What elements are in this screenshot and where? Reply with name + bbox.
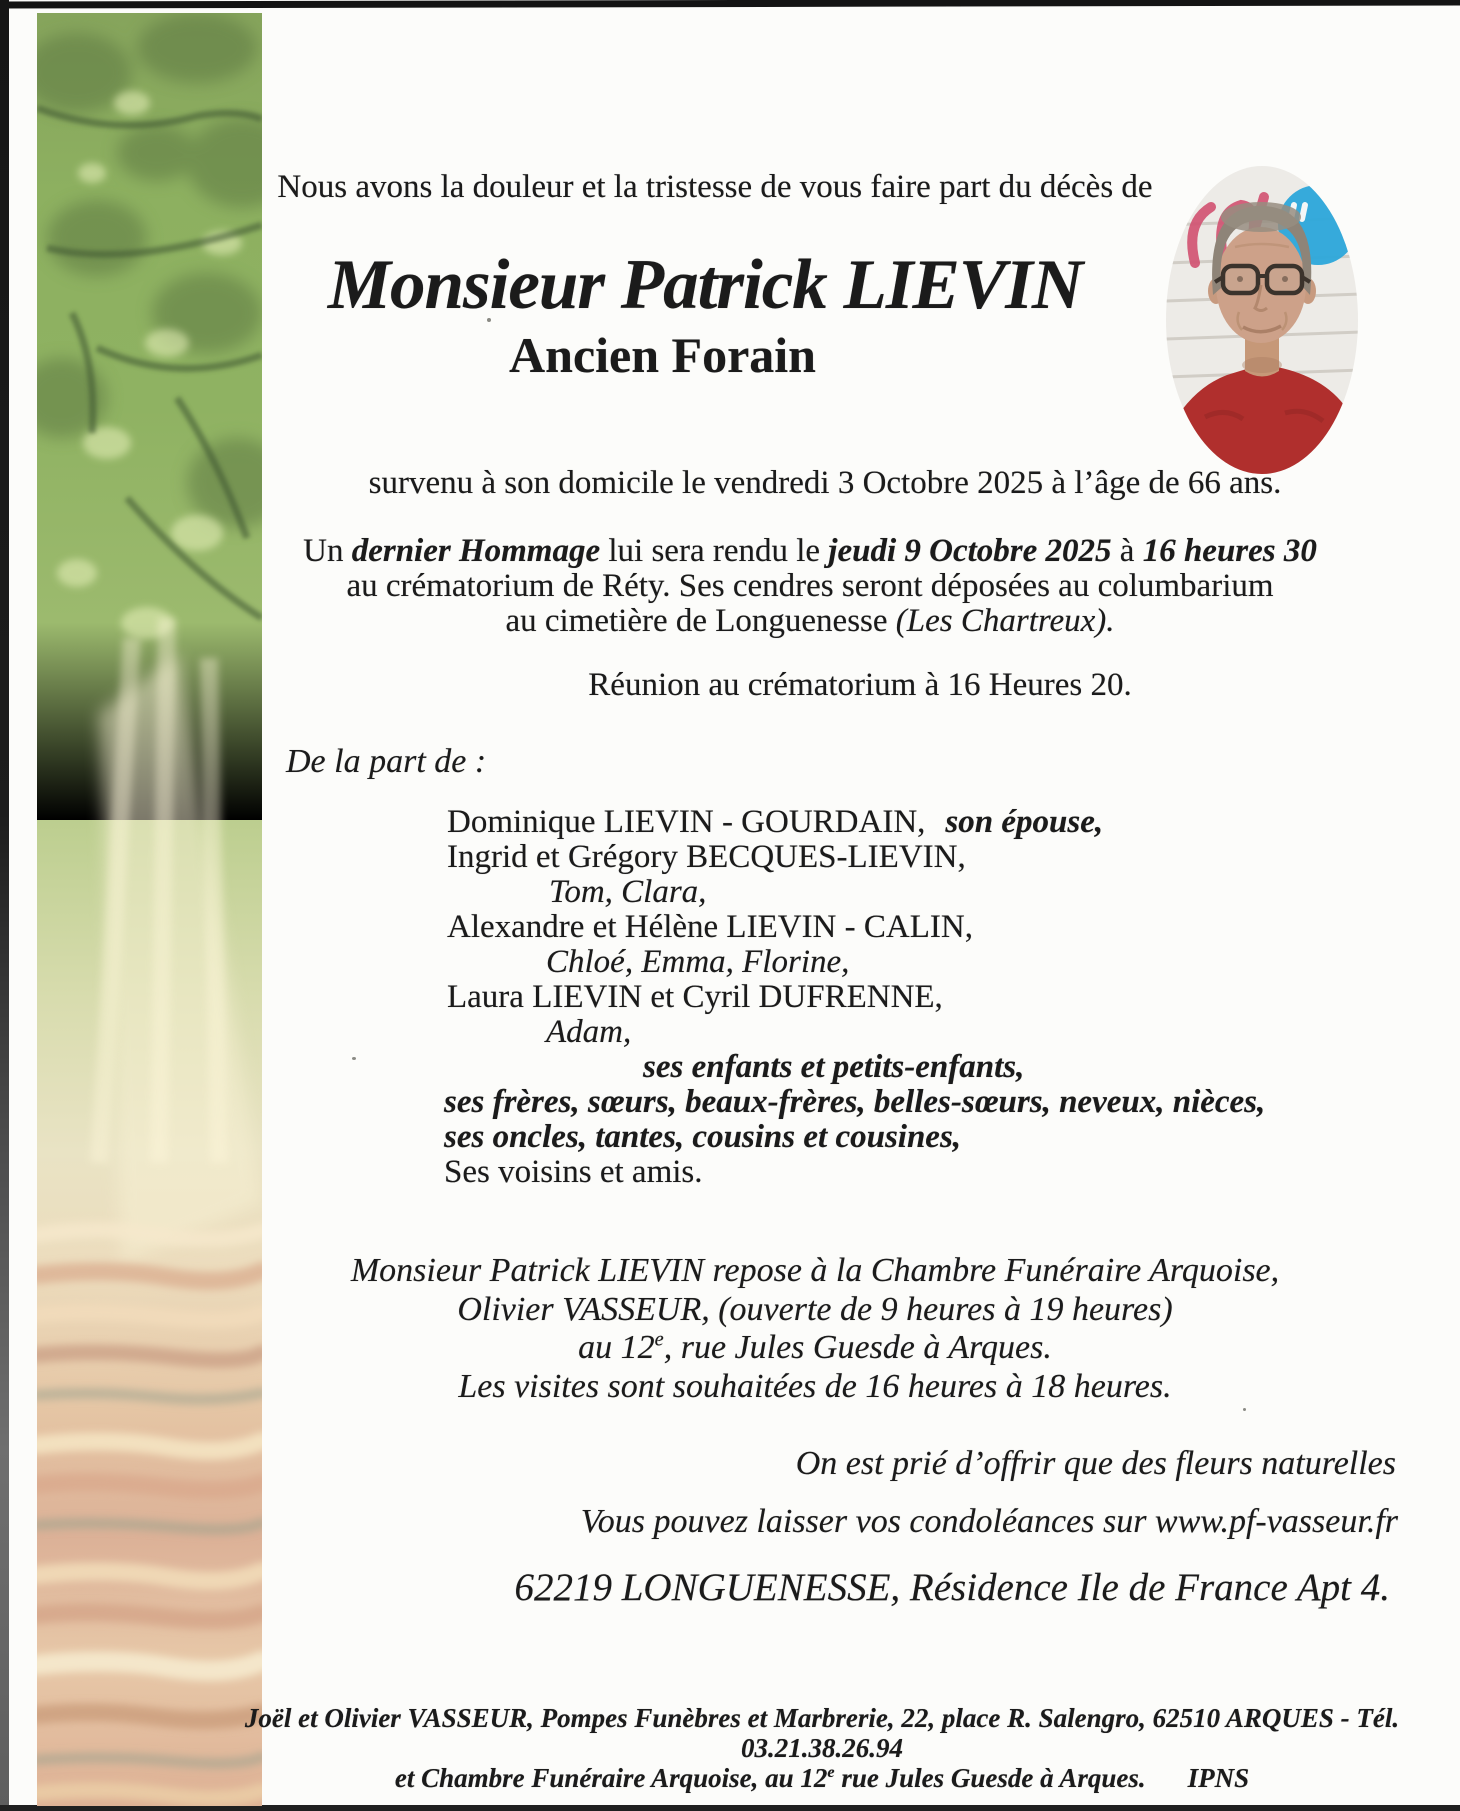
flowers-note: On est prié d’offrir que des fleurs naturelles bbox=[795, 1445, 1396, 1482]
family-line: Alexandre et Hélène LIEVIN - CALIN, bbox=[447, 909, 973, 945]
repose-line-2: Olivier VASSEUR, (ouverte de 9 heures à 19 heures) bbox=[457, 1290, 1173, 1328]
family-line: Laura LIEVIN et Cyril DUFRENNE, bbox=[447, 979, 943, 1015]
reunion-line: Réunion au crématorium à 16 Heures 20. bbox=[588, 667, 1132, 703]
repose-line-3: au 12e, rue Jules Guesde à Arques. bbox=[578, 1328, 1052, 1366]
family-line: Chloé, Emma, Florine, bbox=[546, 944, 850, 980]
family-line: Adam, bbox=[546, 1014, 632, 1050]
footer-line-1: Joël et Olivier VASSEUR, Pompes Funèbres et Marbrerie, 22, place R. Salengro, 62510 ARQUES - Tél. 03.21.38.26.94 bbox=[244, 1703, 1400, 1763]
condolences-note: Vous pouvez laisser vos condoléances sur www.pf-vasseur.fr bbox=[580, 1503, 1398, 1540]
family-heading: De la part de : bbox=[286, 743, 487, 780]
repose-line-1: Monsieur Patrick LIEVIN repose à la Chambre Funéraire Arquoise, bbox=[350, 1252, 1280, 1289]
ipns-label: IPNS bbox=[1187, 1763, 1250, 1793]
family-line: ses oncles, tantes, cousins et cousines, bbox=[444, 1119, 962, 1155]
family-line: Tom, Clara, bbox=[549, 874, 707, 910]
scan-left-edge bbox=[0, 0, 9, 1811]
footer bbox=[230, 1703, 1414, 1793]
tribute-line-3: au cimetière de Longuenesse (Les Chartreux). bbox=[505, 603, 1115, 639]
scan-top-edge bbox=[0, 0, 1460, 9]
scan-speck bbox=[1243, 1408, 1246, 1411]
intro-line: Nous avons la douleur et la tristesse de vous faire part du décès de bbox=[277, 169, 1153, 205]
family-line: Ses voisins et amis. bbox=[444, 1154, 703, 1190]
tribute-line-1: Un dernier Hommage lui sera rendu le jeudi 9 Octobre 2025 à 16 heures 30 bbox=[303, 533, 1317, 569]
forest-path-photo bbox=[37, 13, 262, 1806]
family-line-spouse: Dominique LIEVIN - GOURDAIN, son épouse, bbox=[447, 804, 1104, 840]
tribute-line-2: au crématorium de Réty. Ses cendres seront déposées au columbarium bbox=[346, 568, 1274, 604]
family-line: ses frères, sœurs, beaux-frères, belles-sœurs, neveux, nièces, bbox=[444, 1084, 1266, 1120]
repose-line-4: Les visites sont souhaitées de 16 heures à 18 heures. bbox=[458, 1367, 1172, 1405]
family-line: Ingrid et Grégory BECQUES-LIEVIN, bbox=[447, 839, 966, 875]
footer-line-2: et Chambre Funéraire Arquoise, au 12e rue Jules Guesde à Arques. IPNS bbox=[394, 1763, 1250, 1793]
repose-paragraph bbox=[240, 1252, 1390, 1406]
portrait-photo bbox=[1165, 165, 1360, 475]
deceased-name: Monsieur Patrick LIEVIN bbox=[327, 246, 1083, 324]
deceased-subtitle: Ancien Forain bbox=[509, 327, 816, 383]
address-line: 62219 LONGUENESSE, Résidence Ile de France Apt 4. bbox=[514, 1566, 1390, 1609]
death-details-line: survenu à son domicile le vendredi 3 Octobre 2025 à l’âge de 66 ans. bbox=[368, 465, 1282, 501]
tribute-paragraph bbox=[240, 534, 1380, 639]
family-line: ses enfants et petits-enfants, bbox=[643, 1049, 1025, 1085]
family-list bbox=[240, 805, 1450, 1190]
